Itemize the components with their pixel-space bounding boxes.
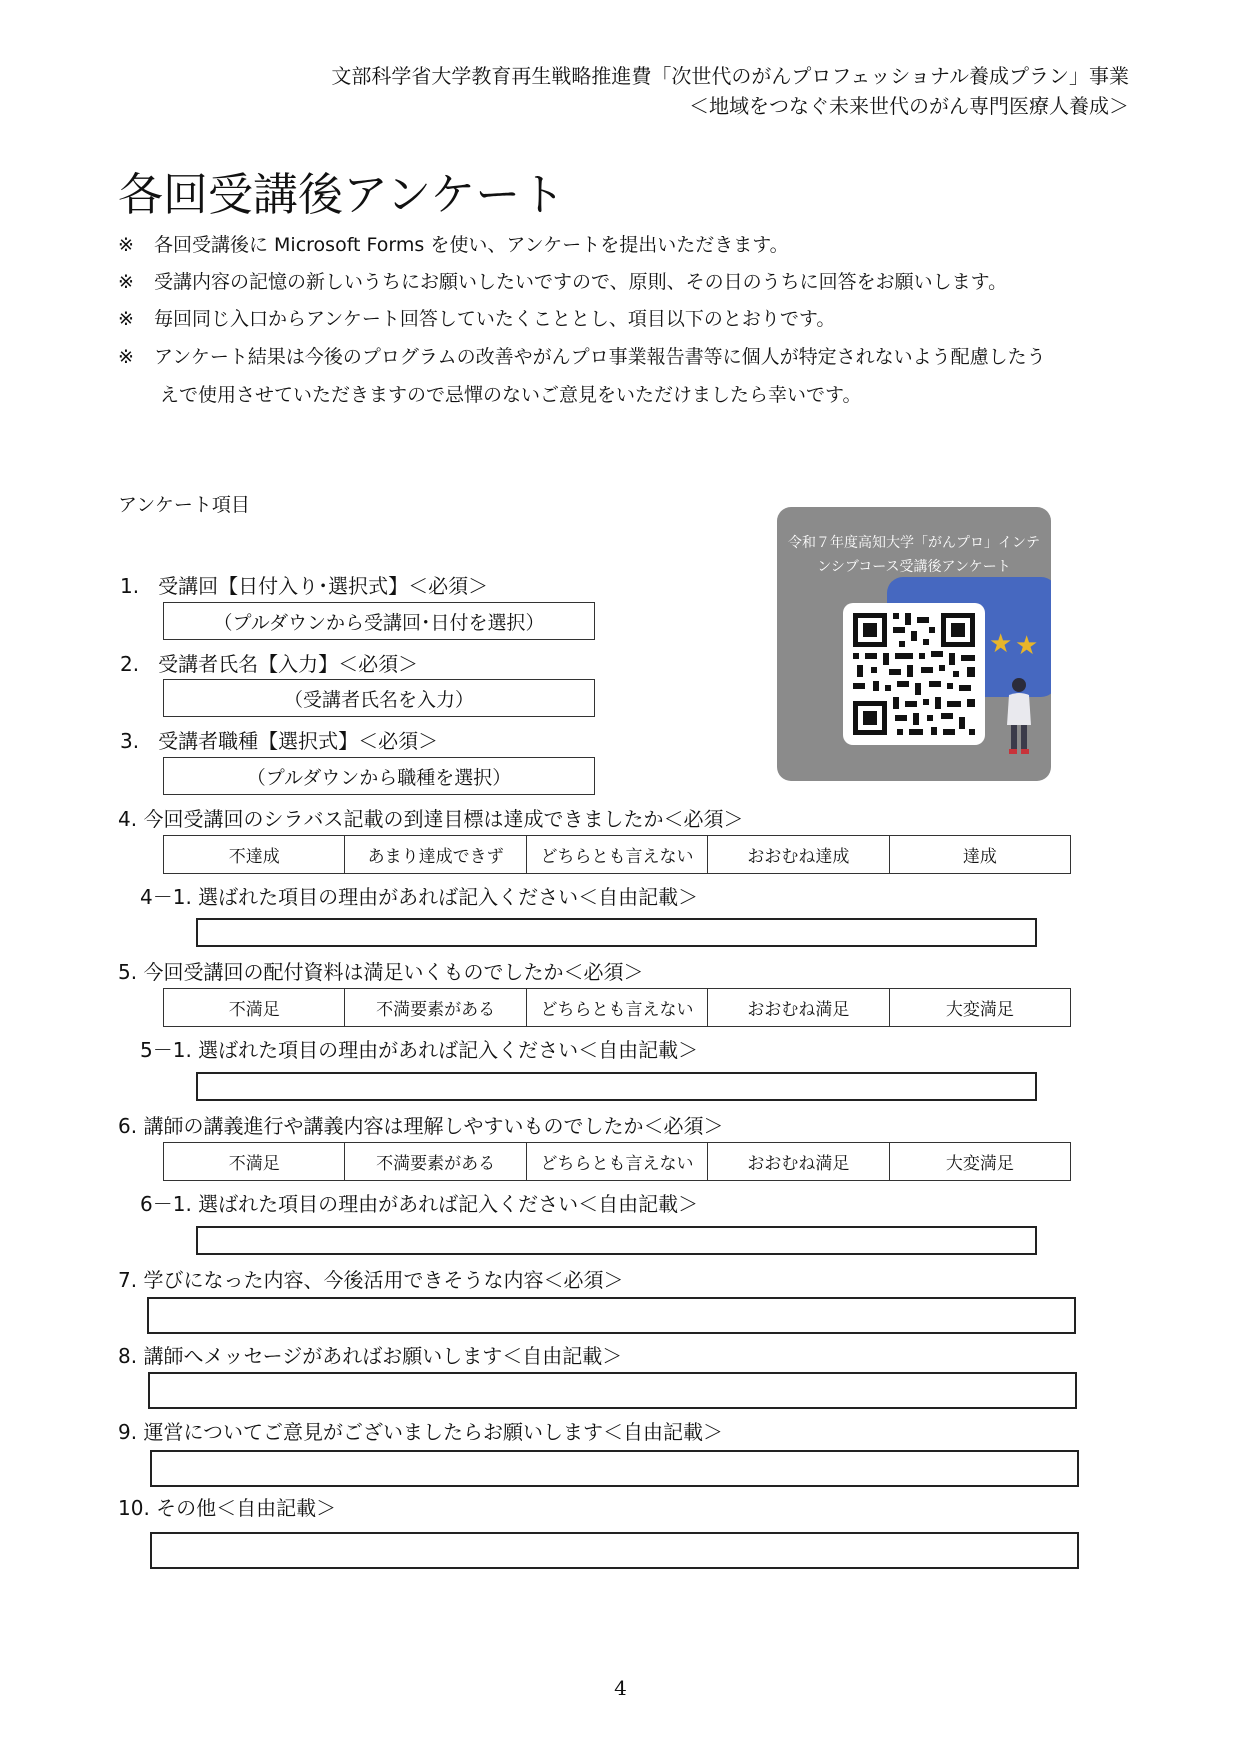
question-2 xyxy=(120,648,418,677)
note-4 xyxy=(118,342,1046,369)
question-6-option[interactable]: 不満要素がある xyxy=(345,1143,526,1180)
question-6-option[interactable]: どちらとも言えない xyxy=(527,1143,708,1180)
note-text: 各回受講後に Microsoft Forms を使い、アンケートを提出いただきます。 xyxy=(154,234,789,256)
question-5-option[interactable]: 不満足 xyxy=(164,989,345,1026)
question-2-text: 受講者氏名【入力】＜必須＞ xyxy=(158,652,419,676)
qr-card[interactable] xyxy=(777,507,1051,781)
occupation-dropdown[interactable]: （プルダウンから職種を選択） xyxy=(163,757,595,795)
question-6-1-input[interactable] xyxy=(196,1226,1037,1255)
header-line-2: ＜地域をつなぐ未来世代のがん専門医療人養成＞ xyxy=(689,94,1129,118)
question-6-option[interactable]: おおむね満足 xyxy=(708,1143,889,1180)
question-5-1-text: 5－1. 選ばれた項目の理由があれば記入ください＜自由記載＞ xyxy=(140,1038,699,1062)
note-text: 受講内容の記憶の新しいうちにお願いしたいですので、原則、その日のうちに回答をお願いします。 xyxy=(154,271,1008,293)
question-4-1-text: 4－1. 選ばれた項目の理由があれば記入ください＜自由記載＞ xyxy=(140,885,699,909)
question-10-input[interactable] xyxy=(150,1532,1079,1569)
question-6-scale xyxy=(163,1142,1071,1181)
qr-card-title-line-2: ンシブコース受講後アンケート xyxy=(817,559,1011,575)
question-4-option[interactable]: どちらとも言えない xyxy=(527,836,708,873)
qr-card-title xyxy=(777,531,1051,579)
question-5-scale xyxy=(163,988,1071,1027)
question-7-text: 7. 学びになった内容、今後活用できそうな内容＜必須＞ xyxy=(118,1268,624,1292)
note-1 xyxy=(118,230,789,257)
lecture-session-dropdown[interactable]: （プルダウンから受講回･日付を選択） xyxy=(163,602,595,640)
question-9-text: 9. 運営についてご意見がございましたらお願いします＜自由記載＞ xyxy=(118,1420,724,1444)
section-label: アンケート項目 xyxy=(118,494,250,516)
question-6-1-text: 6－1. 選ばれた項目の理由があれば記入ください＜自由記載＞ xyxy=(140,1192,699,1216)
question-8-text: 8. 講師へメッセージがあればお願いします＜自由記載＞ xyxy=(118,1344,623,1368)
note-2 xyxy=(118,267,1007,294)
page-number: 4 xyxy=(614,1676,627,1700)
note-4-continuation: えで使用させていただきますので忌憚のないご意見をいただけましたら幸いです。 xyxy=(160,384,862,406)
qr-code-icon xyxy=(843,603,985,745)
question-5-option[interactable]: 不満要素がある xyxy=(345,989,526,1026)
question-10-text: 10. その他＜自由記載＞ xyxy=(118,1496,337,1520)
header-line-1: 文部科学省大学教育再生戦略推進費「次世代のがんプロフェッショナル養成プラン」事業 xyxy=(331,64,1129,88)
question-4-option[interactable]: あまり達成できず xyxy=(345,836,526,873)
note-mark: ※ xyxy=(118,271,134,293)
note-text: 毎回同じ入口からアンケート回答していたくこととし、項目以下のとおりです。 xyxy=(154,308,836,330)
star-icon: ★ xyxy=(989,629,1013,659)
question-5-1-input[interactable] xyxy=(196,1072,1037,1101)
question-5-option[interactable]: どちらとも言えない xyxy=(527,989,708,1026)
question-3 xyxy=(120,725,438,754)
person-illustration-icon xyxy=(999,675,1039,757)
note-mark: ※ xyxy=(118,346,134,368)
question-1 xyxy=(120,570,488,599)
question-1-text: 受講回【日付入り･選択式】＜必須＞ xyxy=(158,574,489,598)
qr-code-box xyxy=(843,603,985,745)
question-4-1-input[interactable] xyxy=(196,918,1037,947)
note-text: アンケート結果は今後のプログラムの改善やがんプロ事業報告書等に個人が特定されないよう配慮したう xyxy=(154,346,1046,368)
note-mark: ※ xyxy=(118,308,134,330)
note-3 xyxy=(118,304,835,331)
question-4-option[interactable]: おおむね達成 xyxy=(708,836,889,873)
question-5-option[interactable]: 大変満足 xyxy=(945,1000,1014,1020)
question-6-option[interactable]: 大変満足 xyxy=(945,1154,1014,1174)
question-5-text: 5. 今回受講回の配付資料は満足いくものでしたか＜必須＞ xyxy=(118,960,644,984)
star-icon: ★ xyxy=(1015,631,1039,661)
question-1-number: 1. xyxy=(120,574,140,598)
question-7-input[interactable] xyxy=(147,1297,1076,1334)
question-2-number: 2. xyxy=(120,652,140,676)
page-title: 各回受講後アンケート xyxy=(118,168,566,221)
question-4-option[interactable]: 達成 xyxy=(962,847,997,867)
question-3-text: 受講者職種【選択式】＜必須＞ xyxy=(158,729,439,753)
question-8-input[interactable] xyxy=(148,1372,1077,1409)
question-6-text: 6. 講師の講義進行や講義内容は理解しやすいものでしたか＜必須＞ xyxy=(118,1114,724,1138)
question-9-input[interactable] xyxy=(150,1450,1079,1487)
question-4-option[interactable]: 不達成 xyxy=(164,836,345,873)
qr-card-title-line-1: 令和７年度高知大学「がんプロ」インテ xyxy=(788,535,1040,551)
question-5-option[interactable]: おおむね満足 xyxy=(708,989,889,1026)
attendee-name-input[interactable]: （受講者氏名を入力） xyxy=(163,679,595,717)
question-4-scale xyxy=(163,835,1071,874)
question-6-option[interactable]: 不満足 xyxy=(164,1143,345,1180)
note-mark: ※ xyxy=(118,234,134,256)
question-4-text: 4. 今回受講回のシラバス記載の到達目標は達成できましたか＜必須＞ xyxy=(118,807,744,831)
question-3-number: 3. xyxy=(120,729,140,753)
